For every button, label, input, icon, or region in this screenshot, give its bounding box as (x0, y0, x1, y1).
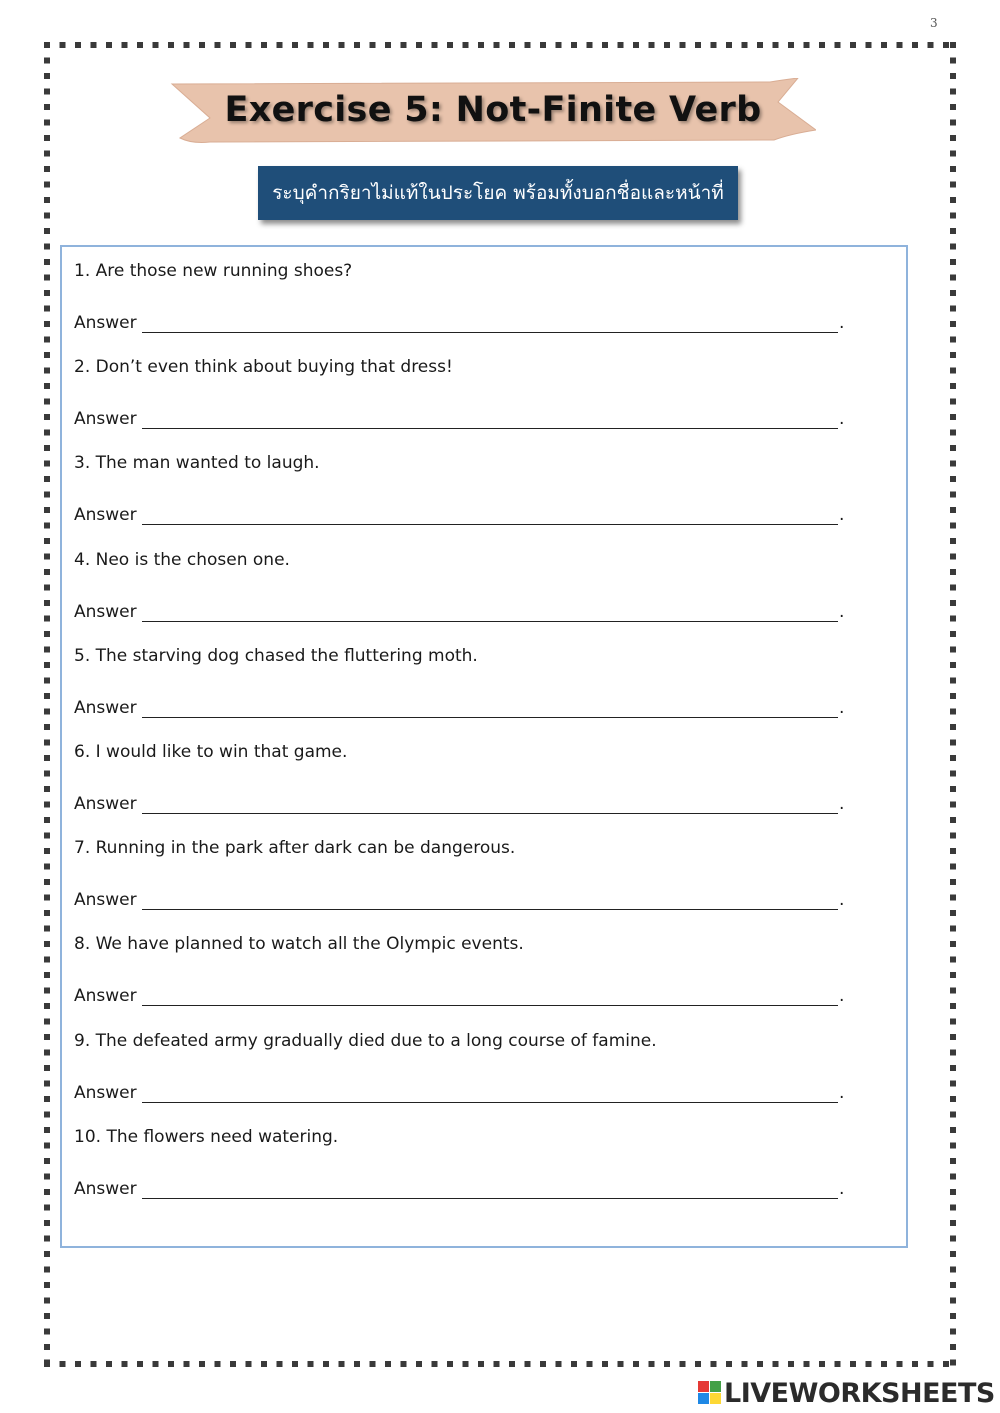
answer-label: Answer (74, 697, 137, 718)
answer-period: . (839, 409, 845, 430)
question-text: 2. Don’t even think about buying that dress! (74, 357, 453, 378)
logo-icon (698, 1381, 722, 1405)
answer-period: . (839, 505, 845, 526)
answer-input-line[interactable] (142, 717, 838, 718)
answer-label: Answer (74, 1082, 137, 1103)
answer-input-line[interactable] (142, 1102, 838, 1103)
answer-label: Answer (74, 1178, 137, 1199)
logo-square (698, 1381, 709, 1392)
answer-period: . (839, 601, 845, 622)
answer-row (74, 794, 854, 816)
answer-label: Answer (74, 601, 137, 622)
question-text: 6. I would like to win that game. (74, 742, 348, 762)
answer-input-line[interactable] (142, 621, 838, 622)
answer-period: . (839, 1082, 845, 1103)
answer-period: . (839, 794, 845, 814)
answer-row (74, 409, 854, 431)
answer-input-line[interactable] (142, 1005, 838, 1006)
logo-square (710, 1393, 721, 1404)
question-text: 7. Running in the park after dark can be dangerous. (74, 838, 516, 859)
answer-label: Answer (74, 313, 137, 333)
answer-row (74, 1179, 854, 1201)
question-text: 1. Are those new running shoes? (74, 261, 353, 281)
answer-row (74, 698, 854, 720)
answer-row (74, 1083, 854, 1105)
answer-row (74, 890, 854, 912)
answer-period: . (839, 313, 845, 333)
answer-period: . (839, 986, 845, 1007)
answer-label: Answer (74, 986, 137, 1007)
question-text: 4. Neo is the chosen one. (74, 549, 290, 570)
page-number: 3 (930, 16, 938, 30)
answer-input-line[interactable] (142, 909, 838, 910)
answer-label: Answer (74, 890, 137, 911)
instruction-text: ระบุคำกริยาไม่แท้ในประโยค พร้อมทั้งบอกชื่อและหน้าที่ (272, 182, 724, 204)
logo-square (710, 1381, 721, 1392)
title-banner (170, 78, 816, 144)
answer-label: Answer (74, 409, 137, 430)
logo-square (698, 1393, 709, 1404)
question-text: 10. The flowers need watering. (74, 1126, 339, 1147)
logo-text: LIVEWORKSHEETS (724, 1377, 995, 1409)
answer-label: Answer (74, 505, 137, 526)
question-text: 5. The starving dog chased the fluttering moth. (74, 645, 478, 666)
answer-period: . (839, 697, 845, 718)
question-text: 3. The man wanted to laugh. (74, 453, 320, 474)
question-text: 9. The defeated army gradually died due to a long course of famine. (74, 1030, 657, 1051)
answer-period: . (839, 1178, 845, 1199)
answer-input-line[interactable] (142, 813, 838, 814)
answer-input-line[interactable] (142, 428, 838, 429)
answer-period: . (839, 890, 845, 911)
answer-input-line[interactable] (142, 524, 838, 525)
liveworksheets-logo (698, 1378, 995, 1408)
answer-row (74, 313, 854, 335)
answer-label: Answer (74, 794, 137, 814)
answer-input-line[interactable] (142, 332, 838, 333)
answer-row (74, 505, 854, 527)
instruction-box (258, 166, 738, 220)
answer-input-line[interactable] (142, 1198, 838, 1199)
exercise-box (60, 245, 908, 1248)
question-text: 8. We have planned to watch all the Olympic events. (74, 934, 524, 955)
page-title: Exercise 5: Not-Finite Verb (224, 90, 762, 130)
answer-row (74, 986, 854, 1008)
answer-row (74, 602, 854, 624)
